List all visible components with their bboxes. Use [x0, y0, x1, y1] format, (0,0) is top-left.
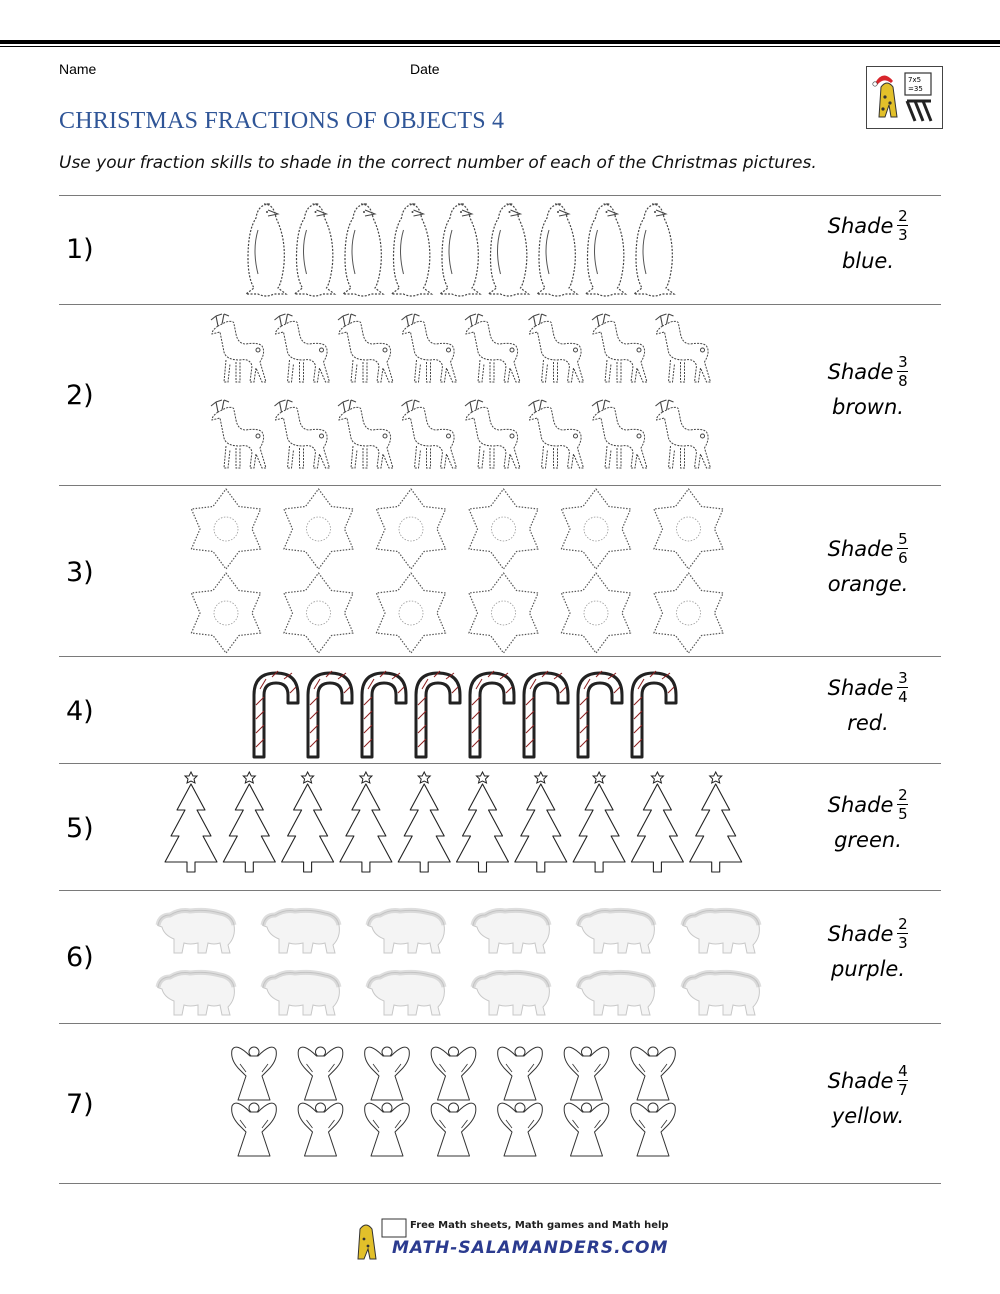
polar-bear-icon[interactable]: [368, 910, 445, 953]
snowflake-icon[interactable]: [284, 573, 353, 653]
shade-instruction-1: [818, 208, 918, 273]
fraction: [897, 1063, 908, 1098]
shade-instruction-5: [818, 787, 918, 852]
question-number: 1): [66, 234, 94, 265]
polar-bear-icon[interactable]: [683, 910, 760, 953]
candy-cane-icon[interactable]: [254, 671, 298, 757]
board-text-2: =35: [908, 85, 923, 93]
reindeer-icon[interactable]: [465, 314, 520, 382]
row-divider: [59, 1183, 941, 1184]
reindeer-icon[interactable]: [402, 314, 457, 382]
color-word: purple.: [830, 957, 906, 981]
polar-bear-icon[interactable]: [578, 910, 655, 953]
date-label: Date: [410, 61, 440, 77]
snowflake-icon[interactable]: [376, 573, 445, 653]
denominator: 5: [898, 805, 908, 823]
reindeer-icon[interactable]: [338, 314, 393, 382]
candy-cane-icon[interactable]: [632, 671, 676, 757]
footer-site-link[interactable]: MATH-SALAMANDERS.COM: [392, 1238, 669, 1258]
shade-instruction-6: [818, 916, 918, 981]
christmas-tree-icon[interactable]: [457, 772, 509, 872]
snowflake-set: [183, 487, 731, 655]
color-word: red.: [847, 711, 889, 735]
polar-bear-group[interactable]: [148, 895, 778, 1019]
angel-icon[interactable]: [232, 1103, 277, 1156]
angel-icon[interactable]: [498, 1047, 543, 1100]
snowflake-icon[interactable]: [561, 489, 630, 569]
reindeer-icon[interactable]: [465, 400, 520, 468]
shade-instruction-7: [818, 1063, 918, 1128]
reindeer-icon[interactable]: [275, 400, 330, 468]
salamander-logo: [866, 66, 943, 129]
fraction: [897, 354, 908, 389]
candy-cane-set: [244, 665, 684, 761]
reindeer-icon[interactable]: [402, 400, 457, 468]
snowflake-icon[interactable]: [284, 489, 353, 569]
polar-bear-icon[interactable]: [578, 972, 655, 1015]
penguin-icon[interactable]: [246, 204, 286, 296]
polar-bear-icon[interactable]: [473, 972, 550, 1015]
candy-cane-icon[interactable]: [470, 671, 514, 757]
angel-icon[interactable]: [232, 1047, 277, 1100]
reindeer-icon[interactable]: [338, 400, 393, 468]
footer-tagline: Free Math sheets, Math games and Math help: [410, 1220, 669, 1231]
top-border: [0, 40, 1000, 44]
shade-instruction-4: [818, 670, 918, 735]
numerator: 2: [898, 786, 908, 804]
numerator: 4: [898, 1062, 908, 1080]
penguin-icon[interactable]: [295, 204, 335, 296]
snowflake-icon[interactable]: [469, 573, 538, 653]
reindeer-icon[interactable]: [592, 314, 647, 382]
reindeer-icon[interactable]: [275, 314, 330, 382]
shade-verb: Shade: [827, 1068, 894, 1093]
snowflake-icon[interactable]: [191, 573, 260, 653]
angel-icon[interactable]: [365, 1047, 410, 1100]
angel-icon[interactable]: [631, 1047, 676, 1100]
fraction: [897, 670, 908, 705]
angel-icon[interactable]: [431, 1047, 476, 1100]
candy-cane-icon[interactable]: [308, 671, 352, 757]
question-number: 5): [66, 813, 94, 844]
christmas-tree-icon[interactable]: [515, 772, 567, 872]
salamander-teacher-icon: [867, 67, 942, 128]
denominator: 3: [898, 226, 908, 244]
fraction: [897, 531, 908, 566]
top-border-thin: [0, 46, 1000, 47]
name-label: Name: [59, 61, 97, 77]
shade-verb: Shade: [827, 213, 894, 238]
penguin-icon[interactable]: [634, 204, 674, 296]
reindeer-icon[interactable]: [211, 400, 266, 468]
shade-verb: Shade: [827, 675, 894, 700]
angel-icon[interactable]: [498, 1103, 543, 1156]
polar-bear-icon[interactable]: [263, 910, 340, 953]
reindeer-icon[interactable]: [211, 314, 266, 382]
christmas-tree-icon[interactable]: [690, 772, 742, 872]
numerator: 3: [898, 353, 908, 371]
candy-cane-icon[interactable]: [578, 671, 622, 757]
reindeer-group[interactable]: [202, 310, 714, 482]
denominator: 7: [898, 1081, 908, 1099]
numerator: 3: [898, 669, 908, 687]
candy-cane-icon[interactable]: [362, 671, 406, 757]
shade-verb: Shade: [827, 359, 894, 384]
angel-icon[interactable]: [365, 1103, 410, 1156]
fraction: [897, 787, 908, 822]
row-divider: [59, 890, 941, 891]
christmas-tree-icon[interactable]: [631, 772, 683, 872]
polar-bear-icon[interactable]: [473, 910, 550, 953]
reindeer-icon[interactable]: [529, 314, 584, 382]
page-title: CHRISTMAS FRACTIONS OF OBJECTS 4: [59, 108, 505, 134]
denominator: 6: [898, 549, 908, 567]
christmas-tree-icon[interactable]: [340, 772, 392, 872]
fraction: [897, 916, 908, 951]
angel-icon[interactable]: [631, 1103, 676, 1156]
angel-icon[interactable]: [564, 1103, 609, 1156]
instructions: Use your fraction skills to shade in the correct number of each of the Christmas pictures.: [59, 153, 817, 173]
candy-cane-group[interactable]: [244, 665, 684, 761]
row-divider: [59, 656, 941, 657]
candy-cane-icon[interactable]: [416, 671, 460, 757]
polar-bear-icon[interactable]: [158, 972, 235, 1015]
snowflake-icon[interactable]: [376, 489, 445, 569]
reindeer-icon[interactable]: [592, 400, 647, 468]
snowflake-group[interactable]: [183, 487, 731, 655]
shade-verb: Shade: [827, 921, 894, 946]
snowflake-icon[interactable]: [191, 489, 260, 569]
angel-icon[interactable]: [298, 1047, 343, 1100]
row-divider: [59, 763, 941, 764]
denominator: 8: [898, 372, 908, 390]
reindeer-icon[interactable]: [529, 400, 584, 468]
penguin-icon[interactable]: [537, 204, 577, 296]
color-word: brown.: [832, 395, 904, 419]
row-divider: [59, 304, 941, 305]
reindeer-set: [202, 310, 714, 482]
question-number: 7): [66, 1089, 94, 1120]
christmas-tree-set: [160, 768, 750, 880]
board-text-1: 7x5: [908, 76, 922, 84]
shade-instruction-3: [818, 531, 918, 596]
penguin-icon[interactable]: [489, 204, 529, 296]
angel-icon[interactable]: [431, 1103, 476, 1156]
polar-bear-icon[interactable]: [158, 910, 235, 953]
polar-bear-set: [148, 895, 778, 1019]
polar-bear-icon[interactable]: [368, 972, 445, 1015]
snowflake-icon[interactable]: [654, 489, 723, 569]
angel-set: [224, 1040, 694, 1160]
reindeer-icon[interactable]: [656, 314, 711, 382]
snowflake-icon[interactable]: [561, 573, 630, 653]
angel-icon[interactable]: [298, 1103, 343, 1156]
shade-verb: Shade: [827, 536, 894, 561]
denominator: 3: [898, 934, 908, 952]
shade-verb: Shade: [827, 792, 894, 817]
fraction: [897, 208, 908, 243]
color-word: yellow.: [831, 1104, 905, 1128]
christmas-tree-icon[interactable]: [282, 772, 334, 872]
question-number: 6): [66, 942, 94, 973]
christmas-tree-icon[interactable]: [223, 772, 275, 872]
color-word: green.: [834, 828, 902, 852]
question-number: 4): [66, 696, 94, 727]
color-word: blue.: [841, 249, 895, 273]
penguin-icon[interactable]: [343, 204, 383, 296]
denominator: 4: [898, 688, 908, 706]
numerator: 2: [898, 207, 908, 225]
christmas-tree-icon[interactable]: [573, 772, 625, 872]
reindeer-icon[interactable]: [656, 400, 711, 468]
penguin-icon[interactable]: [586, 204, 626, 296]
snowflake-icon[interactable]: [654, 573, 723, 653]
christmas-tree-icon[interactable]: [165, 772, 217, 872]
numerator: 2: [898, 915, 908, 933]
penguin-icon[interactable]: [392, 204, 432, 296]
numerator: 5: [898, 530, 908, 548]
polar-bear-icon[interactable]: [263, 972, 340, 1015]
angel-group[interactable]: [224, 1040, 694, 1160]
penguin-set: [240, 198, 680, 302]
shade-instruction-2: [818, 354, 918, 419]
penguin-icon[interactable]: [440, 204, 480, 296]
penguin-group[interactable]: [240, 198, 680, 302]
snowflake-icon[interactable]: [469, 489, 538, 569]
candy-cane-icon[interactable]: [524, 671, 568, 757]
angel-icon[interactable]: [564, 1047, 609, 1100]
question-number: 3): [66, 557, 94, 588]
polar-bear-icon[interactable]: [683, 972, 760, 1015]
question-number: 2): [66, 380, 94, 411]
christmas-tree-group[interactable]: [160, 768, 750, 880]
row-divider: [59, 195, 941, 196]
color-word: orange.: [827, 572, 909, 596]
christmas-tree-icon[interactable]: [398, 772, 450, 872]
row-divider: [59, 485, 941, 486]
row-divider: [59, 1023, 941, 1024]
